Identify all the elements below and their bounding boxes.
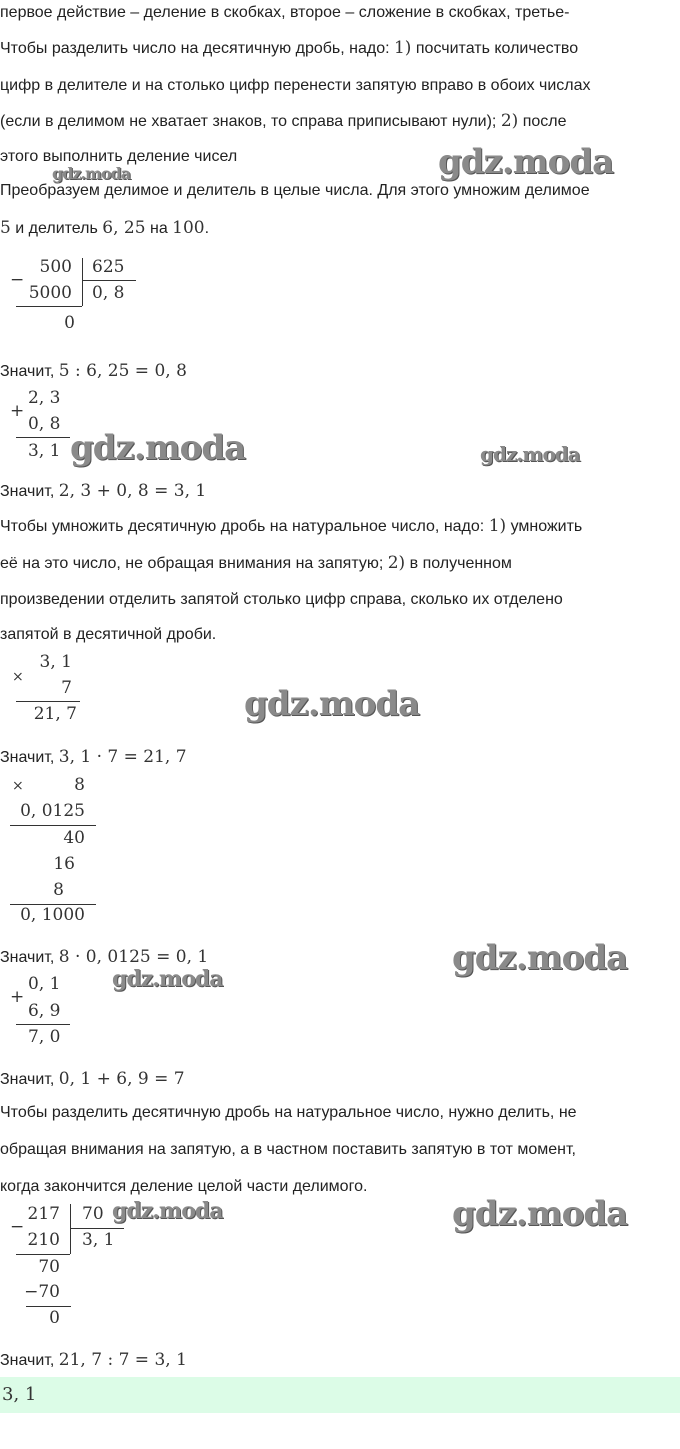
text-line: Преобразуем делимое и делитель в целые числа. Для этого умножим делимое [0, 182, 590, 199]
times-sign: × [12, 669, 24, 685]
text: после [518, 113, 567, 130]
text: Чтобы разделить число на десятичную дробь, надо: [0, 40, 394, 57]
result-line [0, 747, 187, 768]
text-line [0, 553, 512, 574]
watermark: gdz.moda [480, 442, 580, 466]
product: 0, 1000 [20, 905, 85, 925]
text: и делитель [10, 220, 103, 237]
partial-product: 16 [53, 854, 75, 874]
text-line [0, 516, 582, 537]
math: 6, 25 [102, 218, 146, 238]
label: Значит, [0, 363, 55, 380]
math: 1) [488, 516, 507, 536]
product: 21, 7 [33, 704, 77, 724]
times-sign: × [12, 778, 24, 794]
result-line [0, 481, 206, 502]
quotient: 3, 1 [82, 1230, 115, 1250]
result-line [0, 1069, 185, 1090]
math: 8 · 0, 0125 = 0, 1 [58, 947, 209, 967]
rule [16, 306, 82, 307]
dividend: 500 [39, 257, 72, 277]
rule [16, 701, 80, 702]
addend: 6, 9 [28, 1001, 61, 1021]
text-line: обращая внимания на запятую, а в частном поставить запятую в тот момент, [0, 1141, 576, 1158]
factor: 8 [74, 775, 85, 795]
plus-sign: + [10, 987, 25, 1007]
math: 21, 7 : 7 = 3, 1 [58, 1350, 187, 1370]
text: . [204, 220, 210, 237]
addend: 2, 3 [28, 388, 61, 408]
sum: 3, 1 [28, 441, 61, 461]
text: Чтобы умножить десятичную дробь на натуральное число, надо: [0, 518, 489, 535]
remainder: 0 [49, 1308, 60, 1328]
math: 100 [172, 218, 205, 238]
minus-sign: − [10, 270, 25, 290]
watermark: gdz.moda [244, 684, 420, 724]
watermark: gdz.moda [70, 428, 246, 468]
rule [16, 1254, 70, 1255]
text: умножить [506, 518, 583, 535]
rule [16, 1024, 70, 1025]
text: (если в делимом не хватает знаков, то справа приписывают нули); [0, 113, 501, 130]
rule [26, 1306, 71, 1307]
rule [70, 1228, 124, 1229]
watermark: gdz.moda [112, 1198, 223, 1224]
remainder: 0 [64, 313, 75, 333]
math: 2, 3 + 0, 8 = 3, 1 [58, 481, 207, 501]
text-line [0, 38, 578, 59]
math: 5 [0, 218, 11, 238]
math: 1) [393, 38, 412, 58]
label: Значит, [0, 1352, 55, 1369]
divisor: 625 [92, 257, 125, 277]
minus-sign: − [10, 1217, 25, 1237]
watermark: gdz.moda [112, 966, 223, 992]
quotient: 0, 8 [92, 283, 125, 303]
subtrahend: −70 [24, 1282, 60, 1302]
factor: 3, 1 [39, 652, 72, 672]
rule [82, 280, 136, 281]
addend: 0, 1 [28, 974, 61, 994]
result-line [0, 361, 187, 382]
text-line: цифр в делителе и на столько цифр перенести запятую вправо в обоих числах [0, 77, 591, 94]
watermark: gdz.moda [452, 938, 628, 978]
sum: 7, 0 [28, 1027, 61, 1047]
subtrahend: 210 [27, 1230, 60, 1250]
watermark: gdz.moda [452, 1194, 628, 1234]
text-line: запятой в десятичной дроби. [0, 626, 217, 643]
rule [10, 825, 96, 826]
label: Значит, [0, 483, 55, 500]
text-line: первое действие – деление в скобках, второе – сложение в скобках, третье- [0, 4, 570, 21]
rule [70, 1204, 71, 1254]
math: 3, 1 · 7 = 21, 7 [58, 747, 187, 767]
divisor: 70 [82, 1204, 104, 1224]
math: 0, 1 + 6, 9 = 7 [58, 1069, 185, 1089]
answer-box [0, 1377, 680, 1413]
watermark: gdz.moda [438, 142, 614, 182]
rule [82, 258, 83, 306]
math: 2) [387, 553, 406, 573]
text-line [0, 218, 209, 239]
result-line [0, 947, 208, 968]
answer-value: 3, 1 [2, 1384, 37, 1405]
text: посчитать количество [411, 40, 579, 57]
text-line: произведении отделить запятой столько цифр справа, сколько их отделено [0, 591, 563, 608]
factor: 0, 0125 [20, 801, 85, 821]
partial-product: 40 [63, 828, 85, 848]
text-line: когда закончится деление целой части делимого. [0, 1178, 368, 1195]
result-line [0, 1350, 187, 1371]
watermark: gdz.moda [52, 164, 131, 183]
partial-product: 8 [53, 880, 64, 900]
text: на [145, 220, 173, 237]
subtrahend: 5000 [28, 283, 72, 303]
label: Значит, [0, 949, 55, 966]
text: её на это число, не обращая внимания на запятую; [0, 555, 388, 572]
math: 2) [500, 111, 519, 131]
text-line: Чтобы разделить десятичную дробь на натуральное число, нужно делить, не [0, 1104, 577, 1121]
text: в полученном [405, 555, 512, 572]
text-line [0, 111, 567, 132]
factor: 7 [61, 678, 72, 698]
math: 5 : 6, 25 = 0, 8 [58, 361, 187, 381]
dividend: 217 [27, 1204, 60, 1224]
text-line: этого выполнить деление чисел [0, 148, 238, 165]
label: Значит, [0, 1071, 55, 1088]
partial-remainder: 70 [38, 1257, 60, 1277]
label: Значит, [0, 749, 55, 766]
plus-sign: + [10, 401, 25, 421]
rule [16, 437, 70, 438]
addend: 0, 8 [28, 414, 61, 434]
